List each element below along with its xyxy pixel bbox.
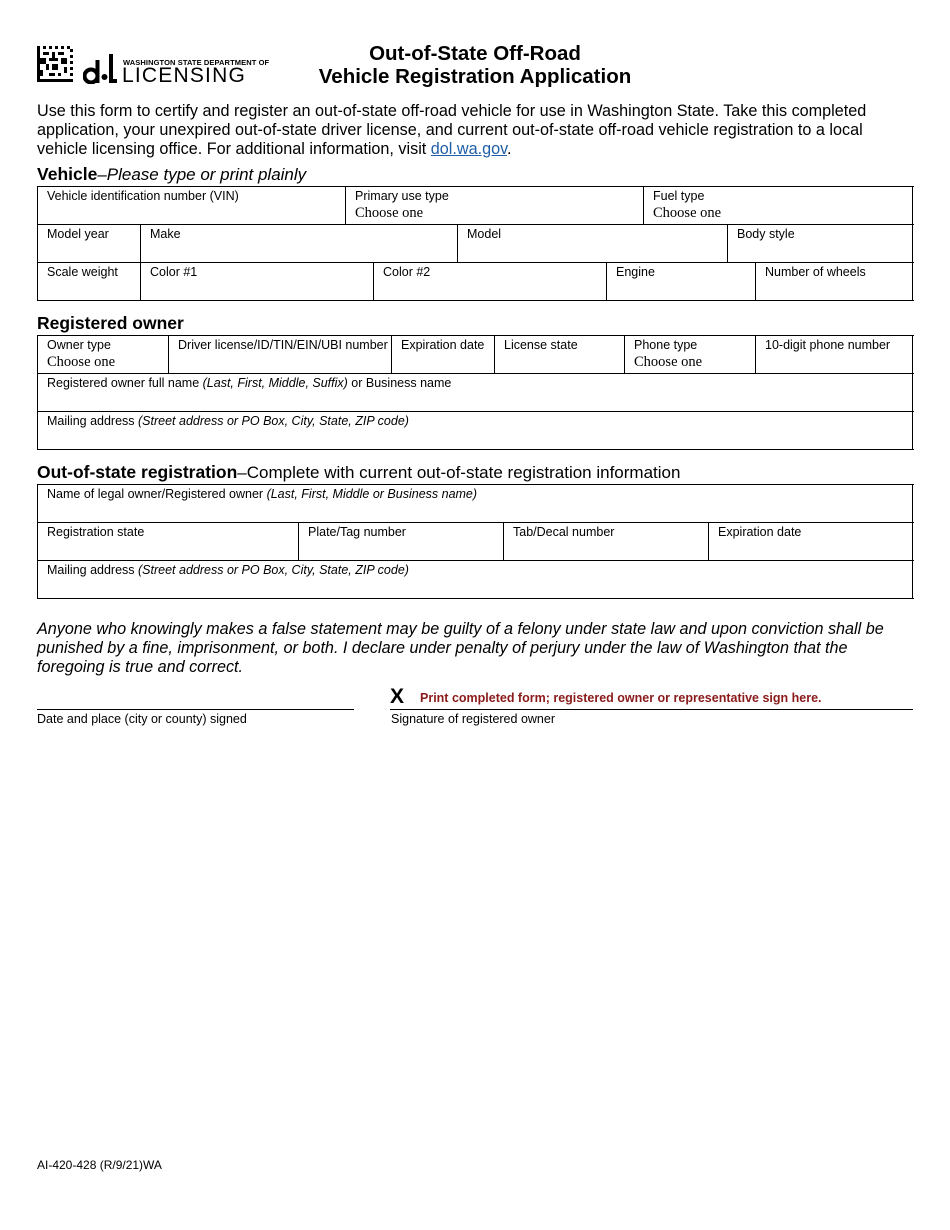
owner-heading-label: Registered owner [37, 313, 184, 333]
signature-label: Signature of registered owner [391, 712, 555, 726]
plate-label: Plate/Tag number [308, 525, 406, 539]
oos-heading [37, 462, 680, 483]
agency-name: WASHINGTON STATE DEPARTMENT OF [123, 58, 270, 67]
owner-mailing-label: Mailing address [47, 414, 139, 428]
owner-type-value: Choose one [47, 354, 116, 370]
model-year-field[interactable] [38, 225, 141, 262]
model-label: Model [467, 227, 502, 241]
legal-owner-field[interactable] [38, 485, 913, 522]
color1-label: Color #1 [150, 265, 198, 279]
oos-table [37, 484, 914, 599]
owner-name-end: or Business name [347, 376, 452, 390]
owner-table [37, 335, 914, 450]
engine-label: Engine [616, 265, 655, 279]
oos-mailing-field[interactable] [38, 561, 913, 598]
oos-row-2 [38, 523, 914, 561]
dol-link[interactable]: dol.wa.gov [430, 140, 507, 158]
owner-type-label: Owner type [47, 338, 111, 352]
sign-x-mark: X [390, 685, 405, 708]
plate-field[interactable] [299, 523, 504, 560]
model-year-label: Model year [47, 227, 109, 241]
signature-line[interactable] [390, 709, 913, 710]
vehicle-row-1 [38, 187, 914, 225]
perjury-statement: Anyone who knowingly makes a false statement may be guilty of a felony under state law and upon conviction shall be punished by a fine, imprisonment, or both. I declare under penalty of perjury under the law of Washington that the foregoing is true and correct. [37, 620, 884, 676]
owner-heading [37, 313, 184, 334]
owner-name-label: Registered owner full name [47, 376, 203, 390]
scale-weight-label: Scale weight [47, 265, 118, 279]
title-line-1: Out-of-State Off-Road [369, 42, 581, 65]
owner-name-field[interactable] [38, 374, 913, 411]
phone-label: 10-digit phone number [765, 338, 891, 352]
form-title [280, 42, 670, 88]
oos-heading-label: Out-of-state registration [37, 462, 238, 482]
oos-mailing-hint: (Street address or PO Box, City, State, ZIP code) [138, 563, 409, 577]
sign-instruction: Print completed form; registered owner or representative sign here. [420, 691, 822, 705]
phone-type-select[interactable] [625, 336, 756, 373]
intro-paragraph [37, 102, 917, 159]
tab-label: Tab/Decal number [513, 525, 615, 539]
license-state-label: License state [504, 338, 578, 352]
barcode-icon [37, 45, 73, 83]
intro-text: Use this form to certify and register an out-of-state off-road vehicle for use in Washington State. Take this completed application, your unexpired out-of-state driver license, and current out-of-state off-road vehicle registration to a local vehicle licensing office. For additional information, visit [37, 102, 867, 158]
owner-expiration-label: Expiration date [401, 338, 485, 352]
tab-field[interactable] [504, 523, 709, 560]
license-id-field[interactable] [169, 336, 392, 373]
fuel-type-select[interactable] [644, 187, 913, 224]
vehicle-subheading: –Please type or print plainly [97, 165, 307, 184]
vehicle-row-2 [38, 225, 914, 263]
make-label: Make [150, 227, 181, 241]
owner-expiration-field[interactable] [392, 336, 495, 373]
dol-logo-mark-icon [83, 54, 117, 84]
phone-field[interactable] [756, 336, 913, 373]
date-place-line[interactable] [37, 709, 354, 710]
color2-field[interactable] [374, 263, 607, 300]
color1-field[interactable] [141, 263, 374, 300]
agency-word: LICENSING [122, 64, 246, 87]
oos-expiration-label: Expiration date [718, 525, 802, 539]
reg-state-field[interactable] [38, 523, 299, 560]
vin-label: Vehicle identification number (VIN) [47, 189, 239, 203]
license-state-field[interactable] [495, 336, 625, 373]
owner-name-hint: (Last, First, Middle, Suffix) [202, 376, 348, 390]
vehicle-row-3 [38, 263, 914, 301]
oos-mailing-label: Mailing address [47, 563, 139, 577]
wheels-field[interactable] [756, 263, 913, 300]
oos-subheading: –Complete with current out-of-state registration information [237, 463, 681, 482]
dol-logo [83, 48, 270, 87]
legal-owner-hint: (Last, First, Middle or Business name) [266, 487, 478, 501]
vin-field[interactable] [38, 187, 346, 224]
model-field[interactable] [458, 225, 728, 262]
title-line-2: Vehicle Registration Application [318, 65, 632, 88]
vehicle-heading [37, 164, 306, 185]
phone-type-label: Phone type [634, 338, 698, 352]
color2-label: Color #2 [383, 265, 431, 279]
owner-mailing-field[interactable] [38, 412, 913, 449]
vehicle-heading-label: Vehicle [37, 164, 98, 184]
fuel-type-label: Fuel type [653, 189, 705, 203]
owner-row-3 [38, 412, 914, 450]
oos-row-3 [38, 561, 914, 599]
primary-use-value: Choose one [355, 205, 424, 221]
intro-end: . [506, 140, 512, 158]
fuel-type-value: Choose one [653, 205, 722, 221]
make-field[interactable] [141, 225, 458, 262]
scale-weight-field[interactable] [38, 263, 141, 300]
vehicle-table [37, 186, 914, 301]
form-number: AI-420-428 (R/9/21)WA [37, 1158, 162, 1172]
phone-type-value: Choose one [634, 354, 703, 370]
legal-owner-label: Name of legal owner/Registered owner [47, 487, 267, 501]
license-id-label: Driver license/ID/TIN/EIN/UBI number [178, 338, 388, 352]
wheels-label: Number of wheels [765, 265, 866, 279]
owner-row-1 [38, 336, 914, 374]
body-style-field[interactable] [728, 225, 913, 262]
date-place-label: Date and place (city or county) signed [37, 712, 247, 726]
body-style-label: Body style [737, 227, 795, 241]
owner-row-2 [38, 374, 914, 412]
oos-row-1 [38, 485, 914, 523]
oos-expiration-field[interactable] [709, 523, 913, 560]
engine-field[interactable] [607, 263, 756, 300]
primary-use-select[interactable] [346, 187, 644, 224]
reg-state-label: Registration state [47, 525, 145, 539]
owner-type-select[interactable] [38, 336, 169, 373]
owner-mailing-hint: (Street address or PO Box, City, State, ZIP code) [138, 414, 409, 428]
primary-use-label: Primary use type [355, 189, 449, 203]
